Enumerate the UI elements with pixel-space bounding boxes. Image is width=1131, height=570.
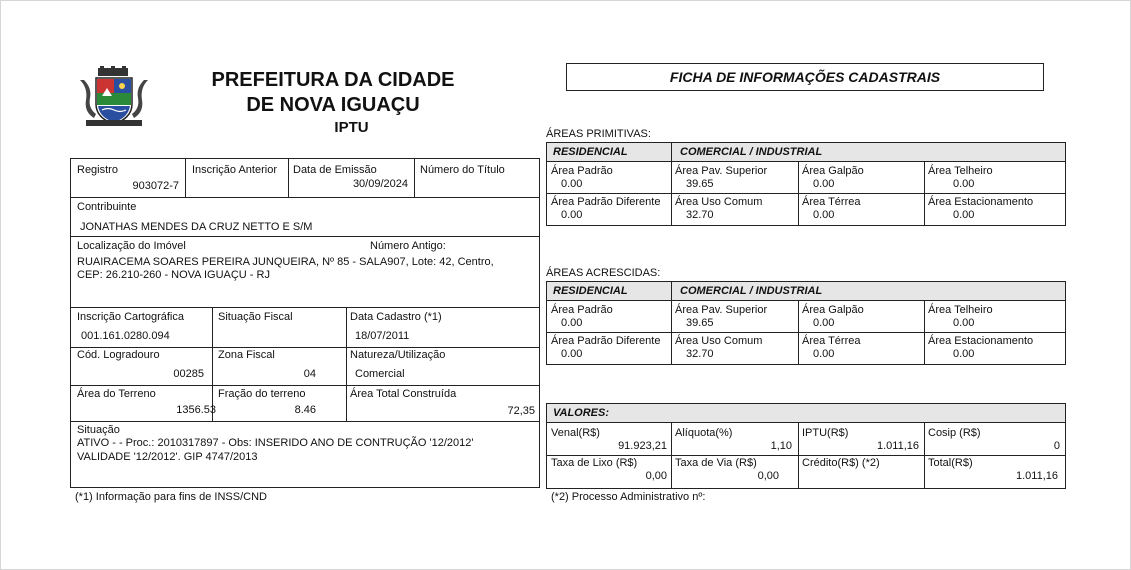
- taxa-lixo-value: 0,00: [645, 470, 667, 482]
- numero-antigo-label: Número Antigo:: [370, 240, 446, 252]
- acr-area-pav-superior-value: 39.65: [686, 317, 714, 329]
- fracao-terreno-label: Fração do terreno: [218, 388, 306, 400]
- iptu-label: IPTU(R$): [802, 427, 849, 439]
- zona-fiscal-value: 04: [303, 368, 316, 380]
- registro-label: Registro: [77, 164, 118, 176]
- localizacao-line1: RUAIRACEMA SOARES PEREIRA JUNQUEIRA, Nº 85 - SALA907, Lote: 42, Centro,: [77, 256, 494, 268]
- acr-area-terrea-value: 0.00: [813, 348, 835, 360]
- data-emissao-label: Data de Emissão: [293, 164, 377, 176]
- prim-area-estacionamento-label: Área Estacionamento: [928, 196, 1034, 208]
- fracao-terreno-value: 8.46: [294, 404, 316, 416]
- situacao-fiscal-label: Situação Fiscal: [218, 311, 293, 323]
- areas-primitivas-residencial: RESIDENCIAL: [553, 144, 628, 161]
- areas-primitivas-title: ÁREAS PRIMITIVAS:: [546, 128, 651, 140]
- footnote-processo: (*2) Processo Administrativo nº:: [551, 491, 706, 503]
- aliquota-label: Alíquota(%): [675, 427, 733, 439]
- data-cadastro-value: 18/07/2011: [355, 330, 410, 342]
- localizacao-line2: CEP: 26.210-260 - NOVA IGUAÇU - RJ: [77, 269, 270, 281]
- registro-value: 903072-7: [132, 180, 179, 192]
- area-terreno-label: Área do Terreno: [77, 388, 156, 400]
- cod-logradouro-label: Cód. Logradouro: [77, 349, 160, 361]
- cosip-label: Cosip (R$): [928, 427, 981, 439]
- natureza-label: Natureza/Utilização: [350, 349, 446, 361]
- prim-area-galpao-value: 0.00: [813, 178, 835, 190]
- areas-acrescidas-title: ÁREAS ACRESCIDAS:: [546, 267, 661, 279]
- localizacao-label: Localização do Imóvel: [77, 240, 186, 252]
- org-title-line1: PREFEITURA DA CIDADE: [211, 69, 455, 91]
- areas-primitivas-comercial: COMERCIAL / INDUSTRIAL: [680, 144, 822, 161]
- areas-primitivas-table: [546, 142, 1066, 226]
- data-emissao-value: 30/09/2024: [352, 178, 408, 190]
- taxa-via-value: 0,00: [757, 470, 779, 482]
- acr-area-estacionamento-label: Área Estacionamento: [928, 335, 1034, 347]
- city-coat-of-arms-logo: [76, 66, 152, 128]
- acr-area-uso-comum-value: 32.70: [686, 348, 714, 360]
- natureza-value: Comercial: [355, 368, 405, 380]
- situacao-line1: ATIVO - - Proc.: 2010317897 - Obs: INSERIDO ANO DE CONTRUÇÃO '12/2012': [77, 437, 474, 449]
- acr-area-pav-superior-label: Área Pav. Superior: [675, 304, 768, 316]
- prim-area-terrea-value: 0.00: [813, 209, 835, 221]
- form-title: FICHA DE INFORMAÇÕES CADASTRAIS: [566, 63, 1044, 91]
- prim-area-uso-comum-value: 32.70: [686, 209, 714, 221]
- area-total-construida-label: Área Total Construída: [350, 388, 457, 400]
- prim-area-padrao-diferente-label: Área Padrão Diferente: [551, 196, 661, 208]
- credito-label: Crédito(R$) (*2): [802, 457, 880, 469]
- footnote-inss: (*1) Informação para fins de INSS/CND: [75, 491, 267, 503]
- contribuinte-value: JONATHAS MENDES DA CRUZ NETTO E S/M: [80, 221, 313, 233]
- acr-area-terrea-label: Área Térrea: [802, 335, 861, 347]
- prim-area-estacionamento-value: 0.00: [953, 209, 975, 221]
- data-cadastro-label: Data Cadastro (*1): [350, 311, 442, 323]
- prim-area-padrao-value: 0.00: [561, 178, 583, 190]
- cosip-value: 0: [1053, 440, 1060, 452]
- prim-area-padrao-label: Área Padrão: [551, 165, 613, 177]
- situacao-line2: VALIDADE '12/2012'. GIP 4747/2013: [77, 451, 258, 463]
- acr-area-galpao-value: 0.00: [813, 317, 835, 329]
- inscricao-cartografica-value: 001.161.0280.094: [81, 330, 170, 342]
- area-terreno-value: 1356.53: [176, 404, 216, 416]
- acr-area-padrao-value: 0.00: [561, 317, 583, 329]
- acr-area-padrao-diferente-value: 0.00: [561, 348, 583, 360]
- prim-area-galpao-label: Área Galpão: [802, 165, 864, 177]
- tax-label: IPTU: [334, 119, 369, 136]
- prim-area-pav-superior-value: 39.65: [686, 178, 714, 190]
- areas-acrescidas-comercial: COMERCIAL / INDUSTRIAL: [680, 283, 822, 300]
- total-value: 1.011,16: [1015, 470, 1058, 482]
- property-info-table: [70, 158, 540, 488]
- taxa-via-label: Taxa de Via (R$): [675, 457, 757, 469]
- area-total-construida-value: 72,35: [507, 405, 535, 417]
- numero-titulo-label: Número do Título: [420, 164, 505, 176]
- valores-table: [546, 403, 1066, 489]
- acr-area-estacionamento-value: 0.00: [953, 348, 975, 360]
- venal-label: Venal(R$): [551, 427, 600, 439]
- acr-area-telheiro-value: 0.00: [953, 317, 975, 329]
- valores-band: VALORES:: [553, 405, 609, 422]
- contribuinte-label: Contribuinte: [77, 201, 137, 213]
- zona-fiscal-label: Zona Fiscal: [218, 349, 275, 361]
- aliquota-value: 1,10: [770, 440, 792, 452]
- acr-area-telheiro-label: Área Telheiro: [928, 304, 993, 316]
- prim-area-terrea-label: Área Térrea: [802, 196, 861, 208]
- acr-area-galpao-label: Área Galpão: [802, 304, 864, 316]
- inscricao-anterior-label: Inscrição Anterior: [192, 164, 277, 176]
- org-title-line2: DE NOVA IGUAÇU: [246, 94, 420, 116]
- total-label: Total(R$): [928, 457, 973, 469]
- prim-area-telheiro-label: Área Telheiro: [928, 165, 993, 177]
- venal-value: 91.923,21: [618, 440, 667, 452]
- iptu-value: 1.011,16: [876, 440, 919, 452]
- prim-area-telheiro-value: 0.00: [953, 178, 975, 190]
- acr-area-padrao-diferente-label: Área Padrão Diferente: [551, 335, 661, 347]
- areas-acrescidas-table: [546, 281, 1066, 365]
- areas-acrescidas-residencial: RESIDENCIAL: [553, 283, 628, 300]
- prim-area-pav-superior-label: Área Pav. Superior: [675, 165, 768, 177]
- taxa-lixo-label: Taxa de Lixo (R$): [551, 457, 638, 469]
- inscricao-cartografica-label: Inscrição Cartográfica: [77, 311, 184, 323]
- cod-logradouro-value: 00285: [173, 368, 204, 380]
- prim-area-uso-comum-label: Área Uso Comum: [675, 196, 763, 208]
- prim-area-padrao-diferente-value: 0.00: [561, 209, 583, 221]
- acr-area-uso-comum-label: Área Uso Comum: [675, 335, 763, 347]
- situacao-label: Situação: [77, 424, 120, 436]
- acr-area-padrao-label: Área Padrão: [551, 304, 613, 316]
